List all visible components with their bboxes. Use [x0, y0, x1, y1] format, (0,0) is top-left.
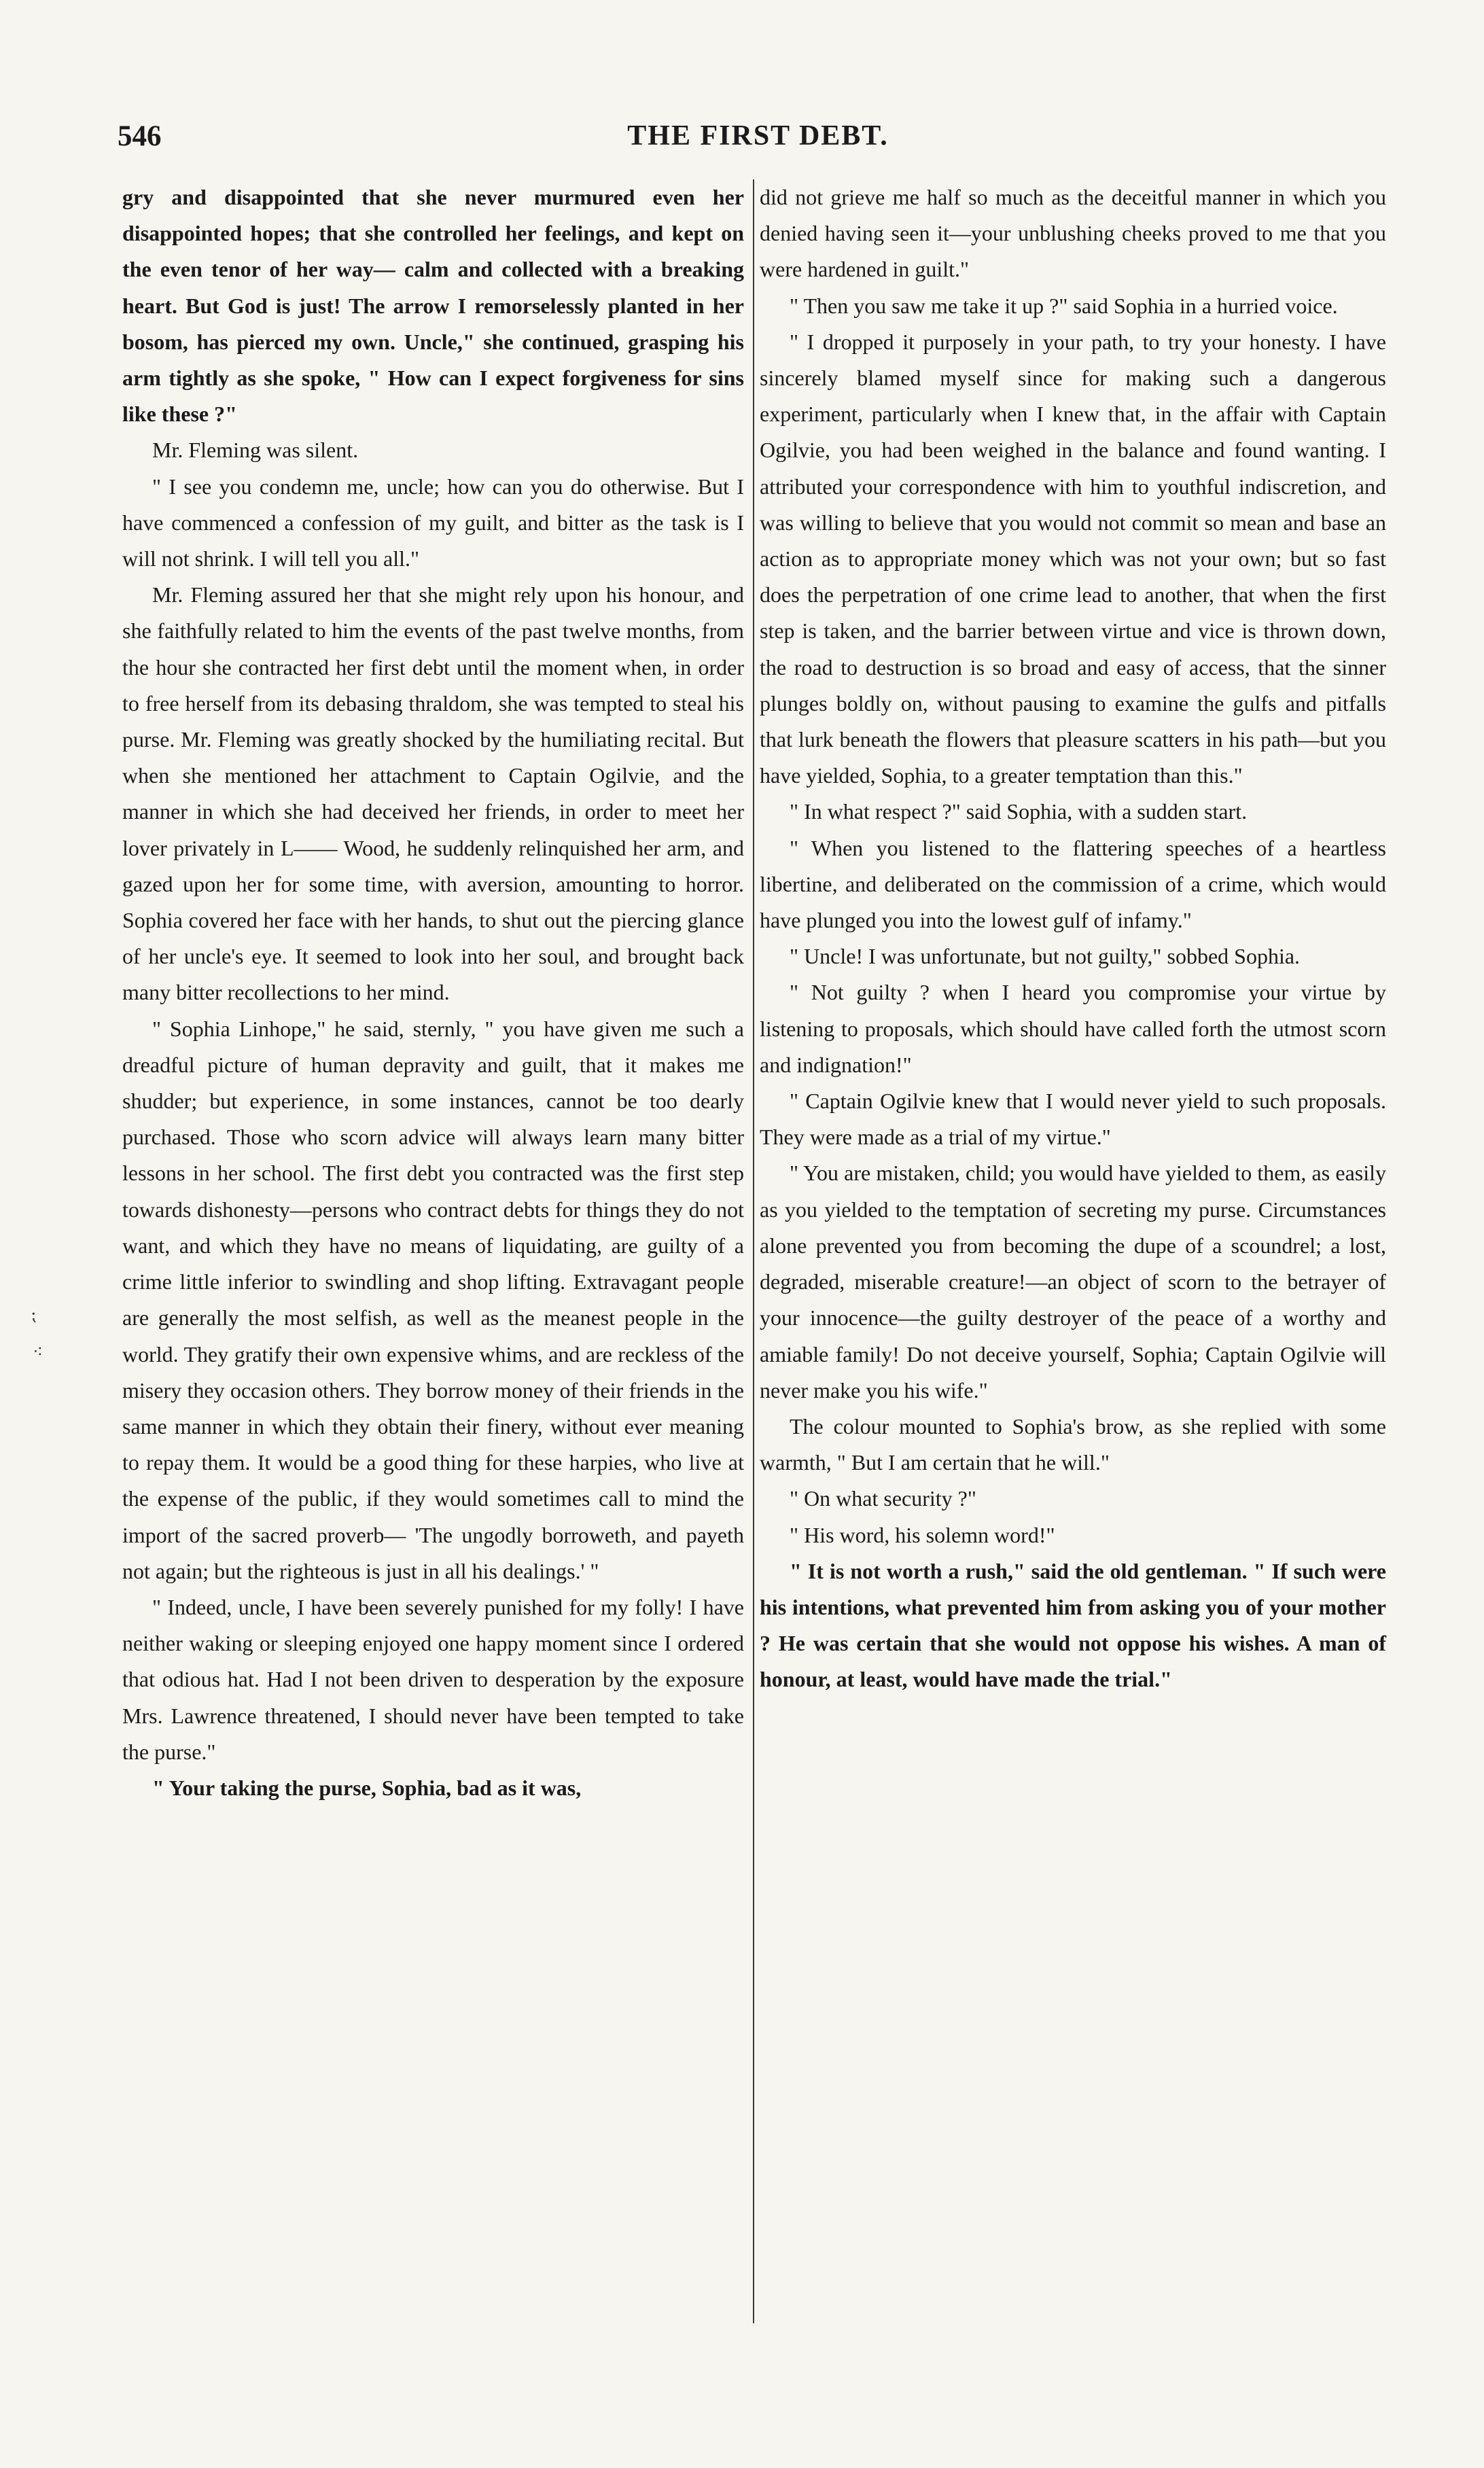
paragraph: " You are mistaken, child; you would have yielded to them, as easily as you yielded to the temptation of secreting my purse. Circumstances alone prevented you from becoming the dupe of a scoundrel; a lost, degraded, miserable creature!—an object of scorn to the betrayer of your innocence—the guilty destroyer of the peace of a worthy and amiable family! Do not deceive yourself, Sophia; Captain Ogilvie will never make you his wife."	[760, 1161, 1386, 1403]
paragraph: " I dropped it purposely in your path, to try your honesty. I have sincerely blamed myself since for making such a dangerous experiment, particularly when I knew that, in the affair with Captain Ogilvie, you had been weighed in the balance and found wanting. I attributed your correspondence with him to youthful indiscretion, and was willing to believe that you would not commit so mean and base an action as to appropriate money which was not your own; but so fast does the perpetration of one crime lead to another, that when the first step is taken, and the barrier between virtue and vice is thrown down, the road to destruction is so broad and easy of access, that the sinner plunges boldly on, without pausing to examine the gulfs and pitfalls that lurk beneath the flowers that pleasure scatters in his path—but you have yielded, Sophia, to a greater temptation than this."	[760, 329, 1386, 788]
paragraph: " Indeed, uncle, I have been severely punished for my folly! I have neither waking or sleeping enjoyed one happy moment since I ordered that odious hat. Had I not been driven to desperation by the exposure Mrs. Lawrence threatened, I should never have been tempted to take the purse."	[122, 1594, 744, 1764]
paragraph: " Sophia Linhope," he said, sternly, " you have given me such a dreadful picture of human depravity and guilt, that it makes me shudder; but experience, in some instances, cannot be too dearly purchased. Those who scorn advice will always learn many bitter lessons in her school. The first debt you contracted was the first step towards dishonesty—persons who contract debts for things they do not want, and which they have no means of liquidating, are guilty of a crime little inferior to swindling and shop lifting. Extravagant people are generally the most selfish, as well as the meanest people in the world. They gratify their own expensive whims, and are reckless of the misery they occasion others. They borrow money of their friends in the same manner in which they obtain their finery, without ever meaning to repay them. It would be a good thing for these harpies, who live at the expense of the public, if they would sometimes call to mind the import of the sacred proverb— 'The ungodly borroweth, and payeth not again; but the righteous is just in all his dealings.' "	[122, 1016, 744, 1583]
margin-mark: ⁏	[31, 1305, 37, 1324]
running-title: THE FIRST DEBT.	[627, 120, 889, 152]
paragraph: " On what security ?"	[790, 1486, 976, 1511]
paragraph: " Captain Ogilvie knew that I would never yield to such proposals. They were made as a trial of my virtue."	[760, 1089, 1386, 1150]
paragraph: " I see you condemn me, uncle; how can you do otherwise. But I have commenced a confession of my guilt, and bitter as the task is I will not shrink. I will tell you all."	[122, 474, 744, 571]
paragraph: Mr. Fleming assured her that she might rely upon his honour, and she faithfully related to him the events of the past twelve months, from the hour she contracted her first debt until the moment when, in order to free herself from its debasing thraldom, she was tempted to steal his purse. Mr. Fleming was greatly shocked by the humiliating recital. But when she mentioned her attachment to Captain Ogilvie, and the manner in which she had deceived her friends, in order to meet her lover privately in L—— Wood, he suddenly relinquished her arm, and gazed upon her for some time, with aversion, amounting to horror. Sophia covered her face with her hands, to shut out the piercing glance of her uncle's eye. It seemed to look into her soul, and brought back many bitter recollections to her mind.	[122, 582, 744, 1005]
paragraph: The colour mounted to Sophia's brow, as she replied with some warmth, " But I am certain that he will."	[760, 1413, 1386, 1475]
page-number: 546	[118, 120, 162, 152]
page-header	[118, 120, 1398, 160]
paragraph: " In what respect ?" said Sophia, with a sudden start.	[790, 799, 1248, 824]
column-divider	[753, 179, 754, 2323]
paragraph: " Your taking the purse, Sophia, bad as it was,	[152, 1775, 582, 1800]
paragraph: " It is not worth a rush," said the old gentleman. " If such were his intentions, what prevented him from asking you of your mother ? He was certain that she would not oppose his wishes. A man of honour, at least, would have made the trial."	[760, 1558, 1386, 1692]
paragraph: Mr. Fleming was silent.	[152, 438, 359, 463]
paragraph: " His word, his solemn word!"	[790, 1522, 1055, 1547]
paragraph: " When you listened to the flattering speeches of a heartless libertine, and deliberated on the commission of a crime, which would have plunged you into the lowest gulf of infamy."	[760, 835, 1386, 933]
paragraph: " Uncle! I was unfortunate, but not guilty," sobbed Sophia.	[790, 944, 1301, 969]
margin-mark: ⁖	[33, 1342, 43, 1362]
paragraph: " Then you saw me take it up ?" said Sophia in a hurried voice.	[790, 293, 1338, 318]
left-column	[122, 179, 744, 1806]
right-column	[760, 179, 1386, 1698]
paragraph: " Not guilty ? when I heard you compromise your virtue by listening to proposals, which should have called forth the utmost scorn and indignation!"	[760, 980, 1386, 1077]
paragraph: did not grieve me half so much as the deceitful manner in which you denied having seen it—your unblushing cheeks proved to me that you were hardened in guilt."	[760, 185, 1386, 282]
paragraph: gry and disappointed that she never murmured even her disappointed hopes; that she controlled her feelings, and kept on the even tenor of her way— calm and collected with a breaking heart. But God is just! The arrow I remorselessly planted in her bosom, has pierced my own. Uncle," she continued, grasping his arm tightly as she spoke, " How can I expect forgiveness for sins like these ?"	[122, 185, 744, 427]
